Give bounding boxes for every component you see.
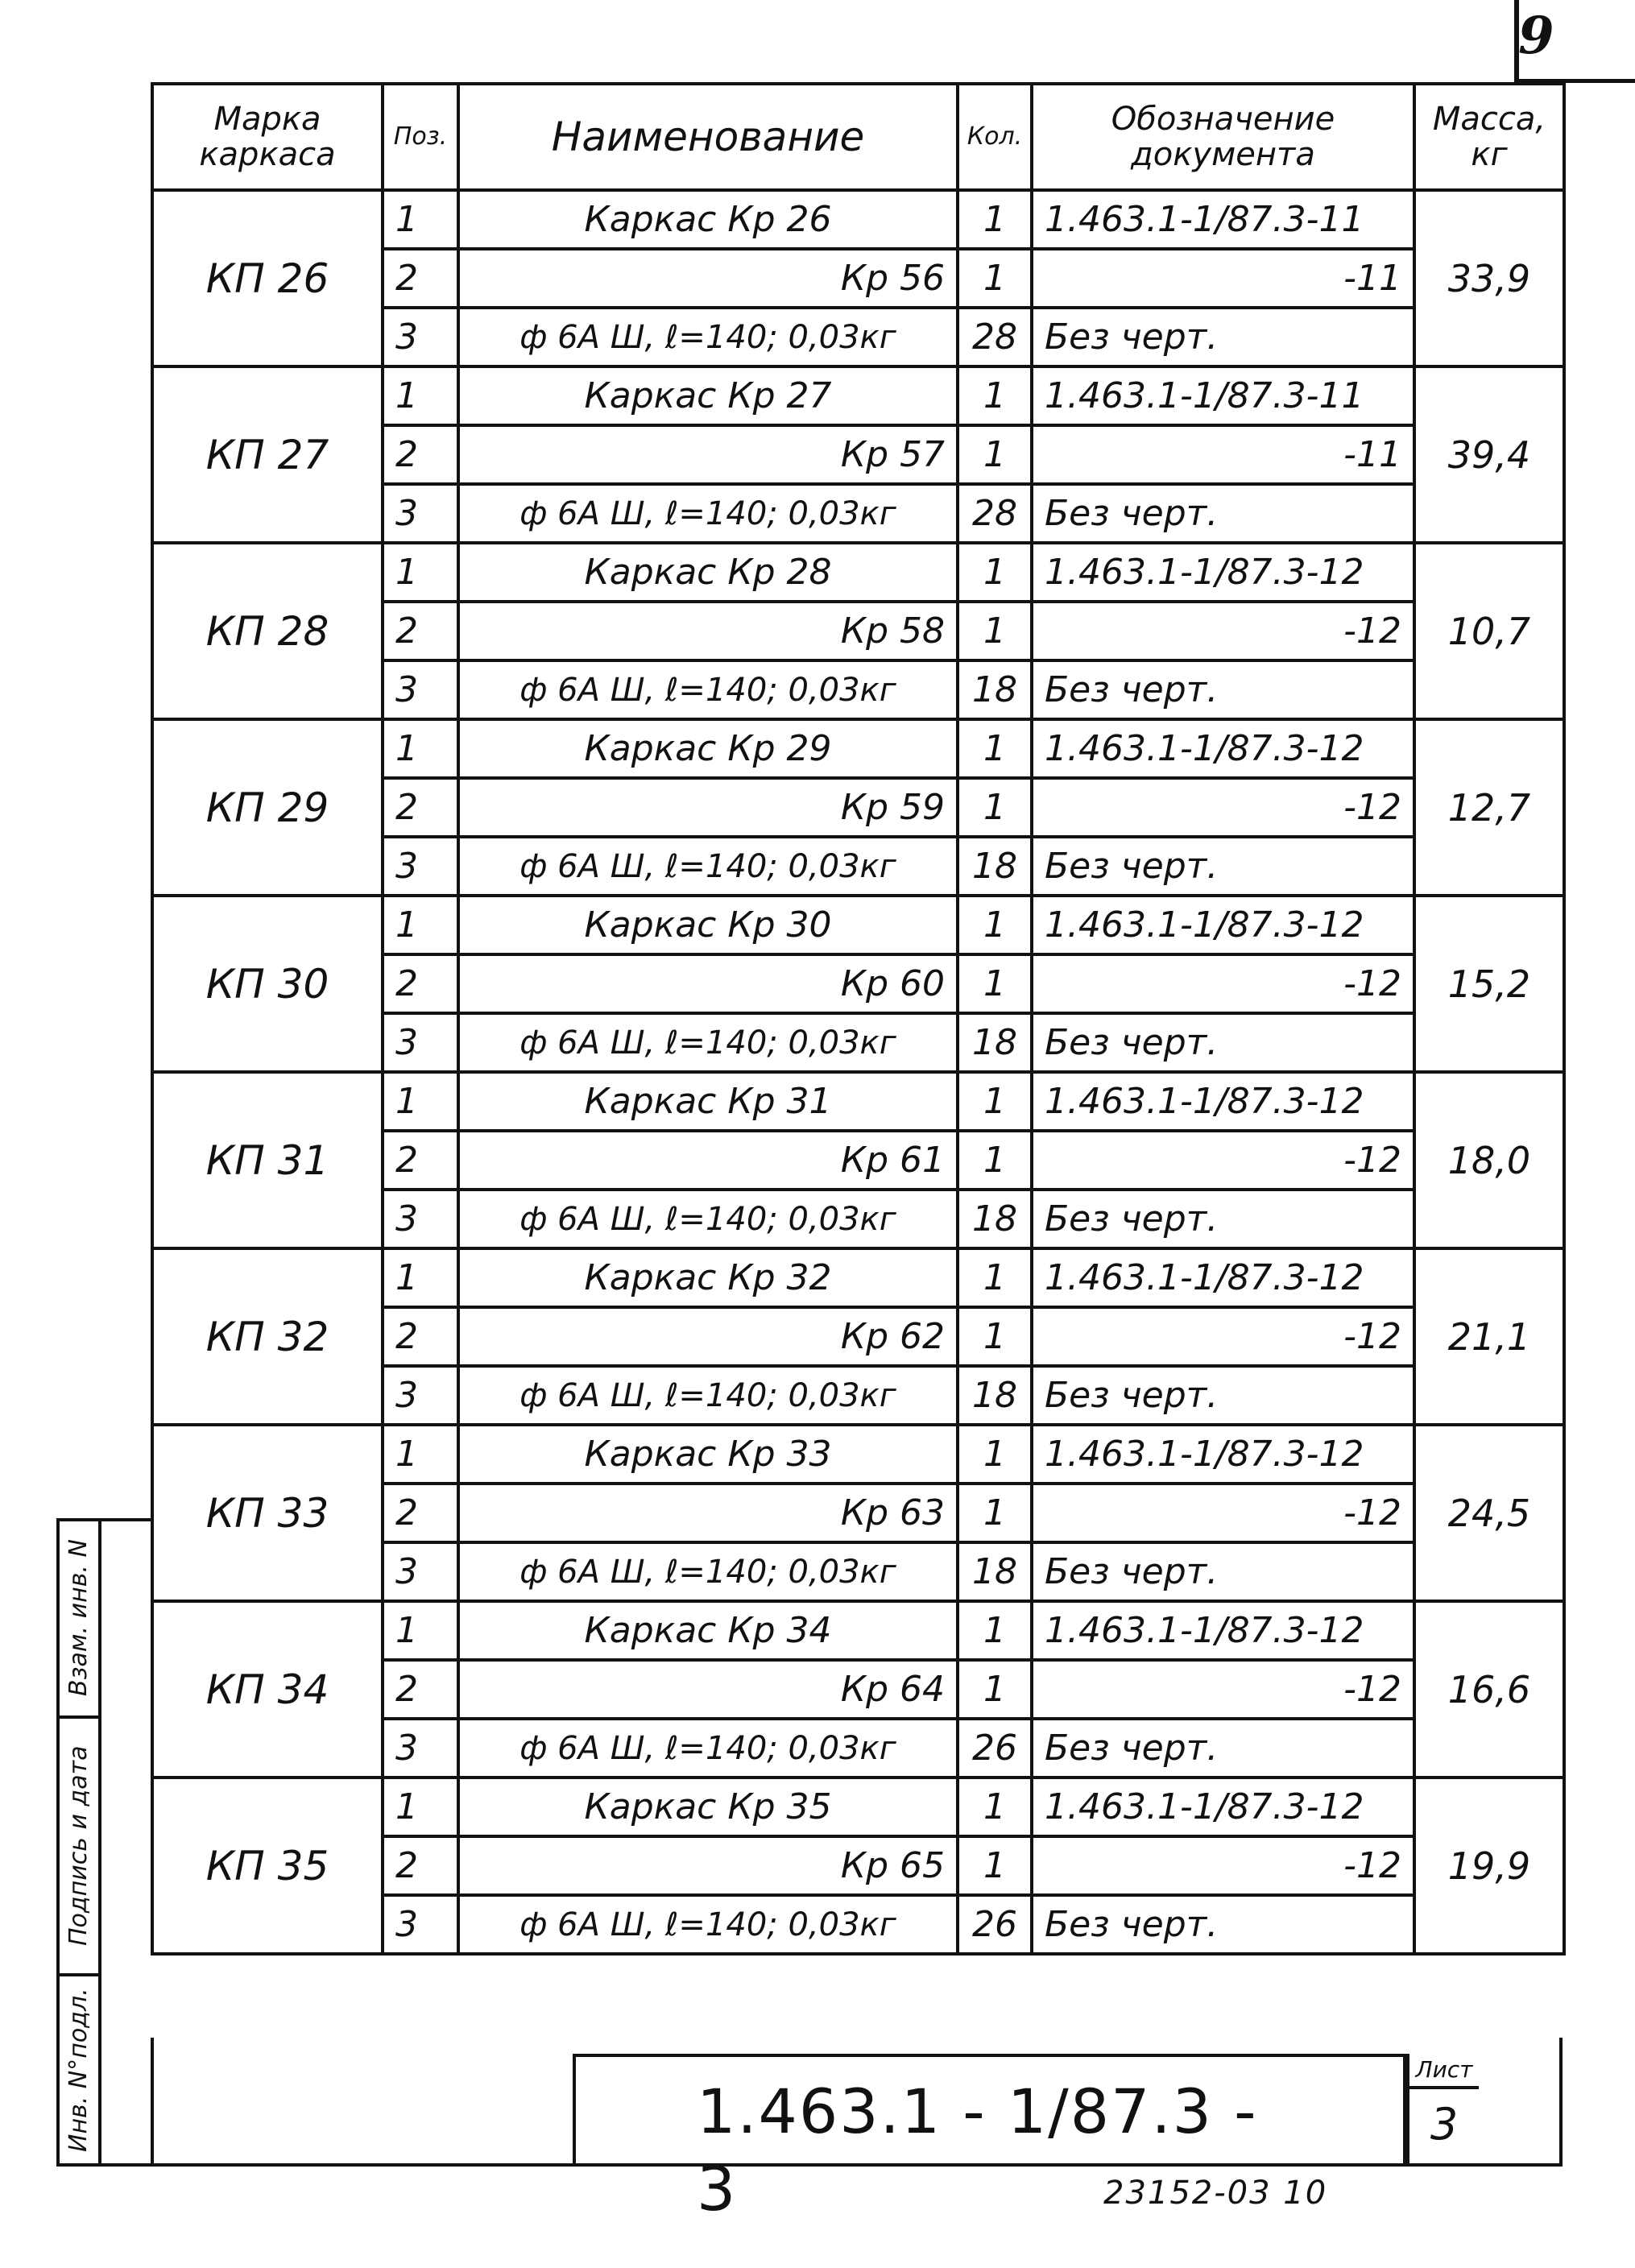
cell-kol: 1	[958, 1307, 1032, 1366]
cell-name: Кр 61	[458, 1131, 958, 1190]
cell-name: Каркас Кр 33	[458, 1425, 958, 1484]
table-row	[152, 190, 1564, 249]
approval-side-strip	[56, 1518, 151, 2167]
cell-kol: 1	[958, 954, 1032, 1013]
table-row	[152, 1425, 1564, 1484]
cell-poz: 2	[383, 249, 458, 308]
cell-poz: 2	[383, 425, 458, 484]
cell-name: ф 6А Ш, ℓ=140; 0,03кг	[458, 1190, 958, 1248]
cell-doc: 1.463.1-1/87.3-12	[1032, 1248, 1414, 1307]
cell-marka: КП 32	[152, 1248, 383, 1425]
table-row	[152, 543, 1564, 602]
cell-name: Кр 60	[458, 954, 958, 1013]
table-row	[152, 896, 1564, 954]
cell-name: Кр 65	[458, 1836, 958, 1895]
cell-kol: 1	[958, 425, 1032, 484]
cell-poz: 3	[383, 1895, 458, 1954]
cell-doc: -12	[1032, 1484, 1414, 1542]
cell-name: Каркас Кр 28	[458, 543, 958, 602]
cell-kol: 1	[958, 249, 1032, 308]
cell-name: Кр 64	[458, 1660, 958, 1719]
cell-doc: 1.463.1-1/87.3-11	[1032, 366, 1414, 425]
cell-marka: КП 27	[152, 366, 383, 543]
cell-doc: Без черт.	[1032, 1366, 1414, 1425]
cell-name: Каркас Кр 26	[458, 190, 958, 249]
cell-doc: 1.463.1-1/87.3-11	[1032, 190, 1414, 249]
cell-name: Каркас Кр 27	[458, 366, 958, 425]
cell-mass: 16,6	[1414, 1601, 1564, 1778]
cell-doc: -12	[1032, 1660, 1414, 1719]
cell-kol: 1	[958, 190, 1032, 249]
cell-doc: Без черт.	[1032, 1542, 1414, 1601]
cell-marka: КП 31	[152, 1072, 383, 1248]
table-row	[152, 1601, 1564, 1660]
side-cell-inv	[60, 1976, 98, 2167]
cell-doc: 1.463.1-1/87.3-12	[1032, 1601, 1414, 1660]
cell-kol: 1	[958, 1072, 1032, 1131]
cell-marka: КП 26	[152, 190, 383, 366]
cell-name: ф 6А Ш, ℓ=140; 0,03кг	[458, 1366, 958, 1425]
cell-name: Каркас Кр 32	[458, 1248, 958, 1307]
cell-kol: 1	[958, 778, 1032, 837]
cell-name: Каркас Кр 29	[458, 719, 958, 778]
cell-poz: 1	[383, 1778, 458, 1836]
cell-doc: 1.463.1-1/87.3-12	[1032, 1425, 1414, 1484]
cell-kol: 1	[958, 1131, 1032, 1190]
cell-name: ф 6А Ш, ℓ=140; 0,03кг	[458, 1719, 958, 1778]
cell-name: Каркас Кр 31	[458, 1072, 958, 1131]
cell-doc: -12	[1032, 954, 1414, 1013]
cell-name: ф 6А Ш, ℓ=140; 0,03кг	[458, 308, 958, 366]
cell-kol: 1	[958, 543, 1032, 602]
cell-doc: -11	[1032, 249, 1414, 308]
cell-mass: 33,9	[1414, 190, 1564, 366]
cell-doc: Без черт.	[1032, 837, 1414, 896]
cell-mass: 21,1	[1414, 1248, 1564, 1425]
cell-doc: -11	[1032, 425, 1414, 484]
cell-poz: 1	[383, 543, 458, 602]
header-mass: Масса, кг	[1414, 84, 1564, 190]
cell-doc: -12	[1032, 1131, 1414, 1190]
cell-poz: 2	[383, 778, 458, 837]
cell-mass: 19,9	[1414, 1778, 1564, 1954]
cell-poz: 1	[383, 1248, 458, 1307]
cell-poz: 3	[383, 1719, 458, 1778]
cell-poz: 2	[383, 1131, 458, 1190]
cell-kol: 18	[958, 660, 1032, 719]
cell-name: Кр 59	[458, 778, 958, 837]
header-row	[152, 84, 1564, 190]
cell-doc: Без черт.	[1032, 1719, 1414, 1778]
cell-kol: 1	[958, 1836, 1032, 1895]
side-cell-podpis	[60, 1719, 98, 1976]
specification-body	[152, 190, 1564, 1954]
cell-kol: 1	[958, 1778, 1032, 1836]
cell-poz: 2	[383, 1836, 458, 1895]
table-row	[152, 1248, 1564, 1307]
cell-name: ф 6А Ш, ℓ=140; 0,03кг	[458, 837, 958, 896]
label-inv-podl: Инв. N°подл.	[64, 1988, 93, 2152]
cell-doc: -12	[1032, 1836, 1414, 1895]
cell-kol: 1	[958, 896, 1032, 954]
cell-kol: 1	[958, 719, 1032, 778]
cell-poz: 3	[383, 308, 458, 366]
cell-name: Кр 57	[458, 425, 958, 484]
cell-kol: 18	[958, 837, 1032, 896]
sheet-box	[1406, 2054, 1479, 2163]
label-vzam-inv: Взам. инв. N	[64, 1539, 93, 1697]
cell-name: ф 6А Ш, ℓ=140; 0,03кг	[458, 1013, 958, 1072]
cell-poz: 1	[383, 366, 458, 425]
side-cell-vzam	[60, 1521, 98, 1719]
header-kol: Кол.	[958, 84, 1032, 190]
cell-kol: 18	[958, 1366, 1032, 1425]
table-row	[152, 366, 1564, 425]
cell-poz: 2	[383, 1484, 458, 1542]
document-code: 1.463.1 - 1/87.3 - 3	[697, 2076, 1258, 2225]
cell-poz: 1	[383, 1425, 458, 1484]
cell-marka: КП 28	[152, 543, 383, 719]
cell-kol: 26	[958, 1895, 1032, 1954]
cell-kol: 18	[958, 1013, 1032, 1072]
header-marka: Марка каркаса	[152, 84, 383, 190]
archive-code: 23152-03 10	[1103, 2175, 1328, 2212]
cell-marka: КП 30	[152, 896, 383, 1072]
cell-poz: 3	[383, 837, 458, 896]
cell-mass: 12,7	[1414, 719, 1564, 896]
table-row	[152, 1778, 1564, 1836]
cell-doc: Без черт.	[1032, 1190, 1414, 1248]
cell-doc: 1.463.1-1/87.3-12	[1032, 1072, 1414, 1131]
cell-name: ф 6А Ш, ℓ=140; 0,03кг	[458, 1895, 958, 1954]
page-number: 9	[1518, 6, 1554, 66]
table-row	[152, 1072, 1564, 1131]
cell-name: ф 6А Ш, ℓ=140; 0,03кг	[458, 660, 958, 719]
header-name: Наименование	[458, 84, 958, 190]
cell-doc: 1.463.1-1/87.3-12	[1032, 1778, 1414, 1836]
cell-kol: 1	[958, 1484, 1032, 1542]
cell-poz: 3	[383, 1366, 458, 1425]
cell-kol: 1	[958, 1425, 1032, 1484]
cell-doc: Без черт.	[1032, 660, 1414, 719]
cell-doc: 1.463.1-1/87.3-12	[1032, 896, 1414, 954]
cell-doc: -12	[1032, 1307, 1414, 1366]
cell-doc: 1.463.1-1/87.3-12	[1032, 543, 1414, 602]
cell-poz: 2	[383, 602, 458, 660]
cell-mass: 10,7	[1414, 543, 1564, 719]
cell-mass: 24,5	[1414, 1425, 1564, 1601]
cell-kol: 1	[958, 602, 1032, 660]
cell-name: ф 6А Ш, ℓ=140; 0,03кг	[458, 484, 958, 543]
cell-doc: 1.463.1-1/87.3-12	[1032, 719, 1414, 778]
cell-mass: 39,4	[1414, 366, 1564, 543]
cell-name: Каркас Кр 35	[458, 1778, 958, 1836]
cell-mass: 15,2	[1414, 896, 1564, 1072]
cell-poz: 1	[383, 1601, 458, 1660]
cell-kol: 1	[958, 1248, 1032, 1307]
cell-poz: 2	[383, 954, 458, 1013]
cell-poz: 1	[383, 719, 458, 778]
cell-name: Кр 58	[458, 602, 958, 660]
cell-doc: -12	[1032, 602, 1414, 660]
cell-poz: 1	[383, 1072, 458, 1131]
cell-kol: 28	[958, 308, 1032, 366]
cell-name: Кр 62	[458, 1307, 958, 1366]
cell-name: Кр 56	[458, 249, 958, 308]
cell-name: Каркас Кр 30	[458, 896, 958, 954]
cell-marka: КП 34	[152, 1601, 383, 1778]
cell-mass: 18,0	[1414, 1072, 1564, 1248]
cell-kol: 18	[958, 1542, 1032, 1601]
cell-poz: 1	[383, 896, 458, 954]
cell-doc: Без черт.	[1032, 484, 1414, 543]
cell-kol: 1	[958, 366, 1032, 425]
cell-kol: 26	[958, 1719, 1032, 1778]
cell-poz: 1	[383, 190, 458, 249]
cell-kol: 1	[958, 1660, 1032, 1719]
cell-doc: -12	[1032, 778, 1414, 837]
cell-doc: Без черт.	[1032, 1013, 1414, 1072]
cell-poz: 2	[383, 1307, 458, 1366]
cell-doc: Без черт.	[1032, 308, 1414, 366]
label-podpis-data: Подпись и дата	[64, 1745, 93, 1946]
cell-name: ф 6А Ш, ℓ=140; 0,03кг	[458, 1542, 958, 1601]
specification-table	[151, 82, 1566, 1956]
cell-poz: 3	[383, 484, 458, 543]
cell-poz: 3	[383, 1013, 458, 1072]
header-poz: Поз.	[383, 84, 458, 190]
cell-poz: 3	[383, 1190, 458, 1248]
cell-marka: КП 29	[152, 719, 383, 896]
cell-name: Каркас Кр 34	[458, 1601, 958, 1660]
side-strip-divider	[98, 1521, 101, 2163]
cell-kol: 1	[958, 1601, 1032, 1660]
cell-poz: 3	[383, 1542, 458, 1601]
sheet-number: 3	[1430, 2099, 1459, 2150]
cell-kol: 18	[958, 1190, 1032, 1248]
cell-marka: КП 33	[152, 1425, 383, 1601]
cell-poz: 3	[383, 660, 458, 719]
cell-doc: Без черт.	[1032, 1895, 1414, 1954]
cell-name: Кр 63	[458, 1484, 958, 1542]
sheet-label: Лист	[1409, 2054, 1479, 2089]
cell-marka: КП 35	[152, 1778, 383, 1954]
header-doc: Обозначение документа	[1032, 84, 1414, 190]
cell-poz: 2	[383, 1660, 458, 1719]
table-row	[152, 719, 1564, 778]
cell-kol: 28	[958, 484, 1032, 543]
